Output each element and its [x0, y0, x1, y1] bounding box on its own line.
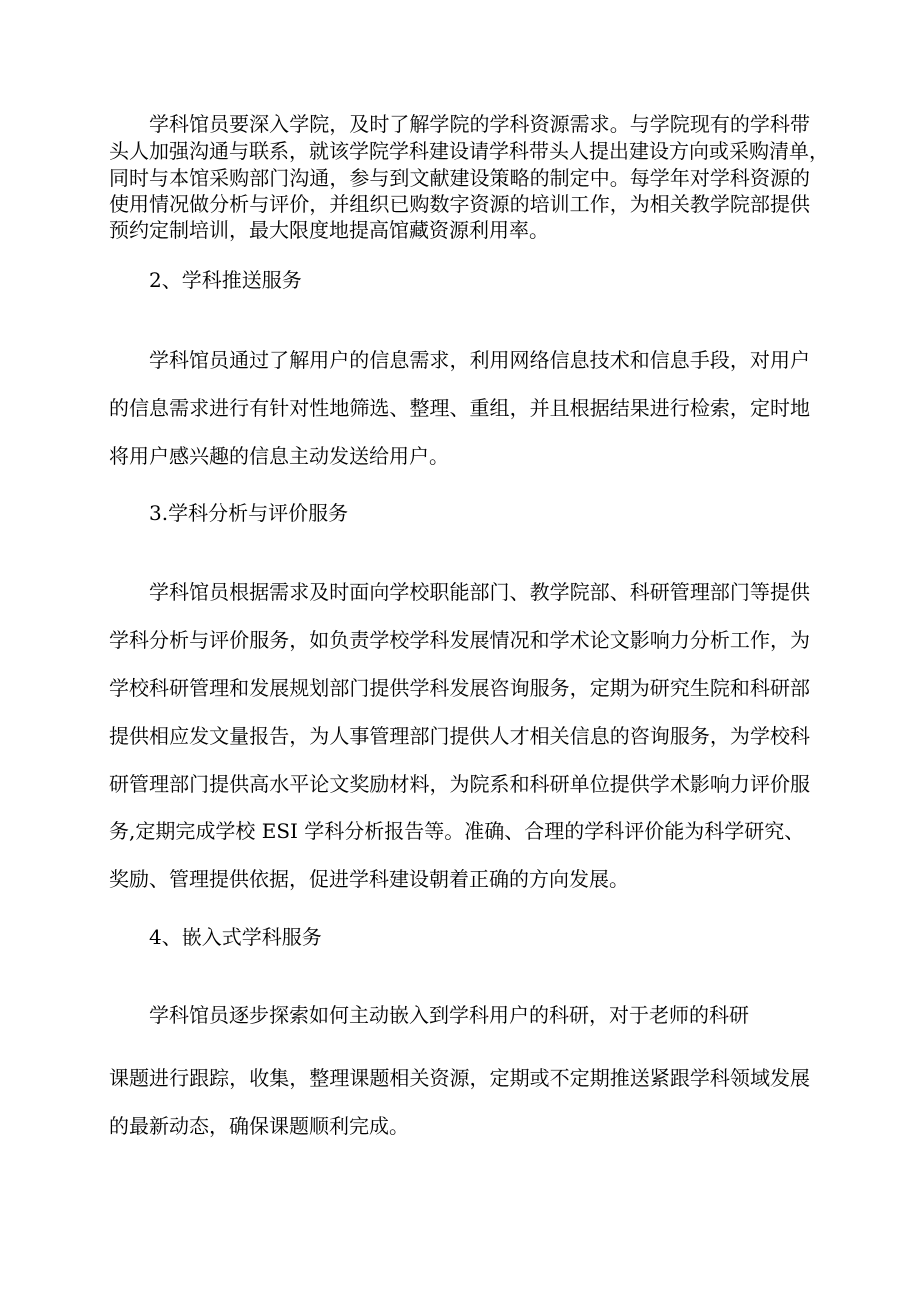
paragraph-3-line-2: 学科分析与评价服务，如负责学校学科发展情况和学术论文影响力分析工作，为 — [109, 628, 810, 652]
paragraph-3-line-3: 学校科研管理和发展规划部门提供学科发展咨询服务，定期为研究生院和科研部 — [109, 676, 810, 700]
paragraph-3-line-1: 学科馆员根据需求及时面向学校职能部门、教学院部、科研管理部门等提供 — [149, 580, 810, 604]
paragraph-1-line-4: 使用情况做分析与评价，并组织已购数字资源的培训工作，为相关教学院部提供 — [109, 192, 810, 216]
paragraph-3-line-6: 务,定期完成学校 ESI 学科分析报告等。准确、合理的学科评价能为科学研究、 — [109, 819, 805, 843]
paragraph-3-line-5: 研管理部门提供高水平论文奖励材料，为院系和科研单位提供学术影响力评价服 — [109, 772, 810, 796]
paragraph-1-line-3: 同时与本馆采购部门沟通，参与到文献建设策略的制定中。每学年对学科资源的 — [109, 166, 810, 190]
paragraph-3-line-4: 提供相应发文量报告，为人事管理部门提供人才相关信息的咨询服务，为学校科 — [109, 724, 810, 748]
paragraph-1-line-1: 学科馆员要深入学院，及时了解学院的学科资源需求。与学院现有的学科带 — [149, 112, 810, 136]
paragraph-3-line-7: 奖励、管理提供依据，促进学科建设朝着正确的方向发展。 — [109, 867, 629, 891]
paragraph-4-line-1: 学科馆员逐步探索如何主动嵌入到学科用户的科研，对于老师的科研 — [149, 1003, 749, 1027]
paragraph-1-line-5: 预约定制培训，最大限度地提高馆藏资源利用率。 — [109, 218, 549, 242]
paragraph-1-line-2: 头人加强沟通与联系，就该学院学科建设请学科带头人提出建设方向或采购清单， — [109, 139, 829, 163]
heading-subject-push-service: 2、学科推送服务 — [149, 268, 302, 292]
paragraph-2-line-1: 学科馆员通过了解用户的信息需求，利用网络信息技术和信息手段，对用户 — [149, 348, 810, 372]
heading-subject-analysis-evaluation: 3.学科分析与评价服务 — [149, 501, 349, 525]
paragraph-4-line-3: 的最新动态，确保课题顺利完成。 — [109, 1114, 409, 1138]
paragraph-2-line-2: 的信息需求进行有针对性地筛选、整理、重组，并且根据结果进行检索，定时地 — [109, 396, 810, 420]
heading-embedded-subject-service: 4、嵌入式学科服务 — [149, 925, 322, 949]
paragraph-4-line-2: 课题进行跟踪，收集，整理课题相关资源，定期或不定期推送紧跟学科领域发展 — [109, 1066, 810, 1090]
paragraph-2-line-3: 将用户感兴趣的信息主动发送给用户。 — [109, 444, 449, 468]
